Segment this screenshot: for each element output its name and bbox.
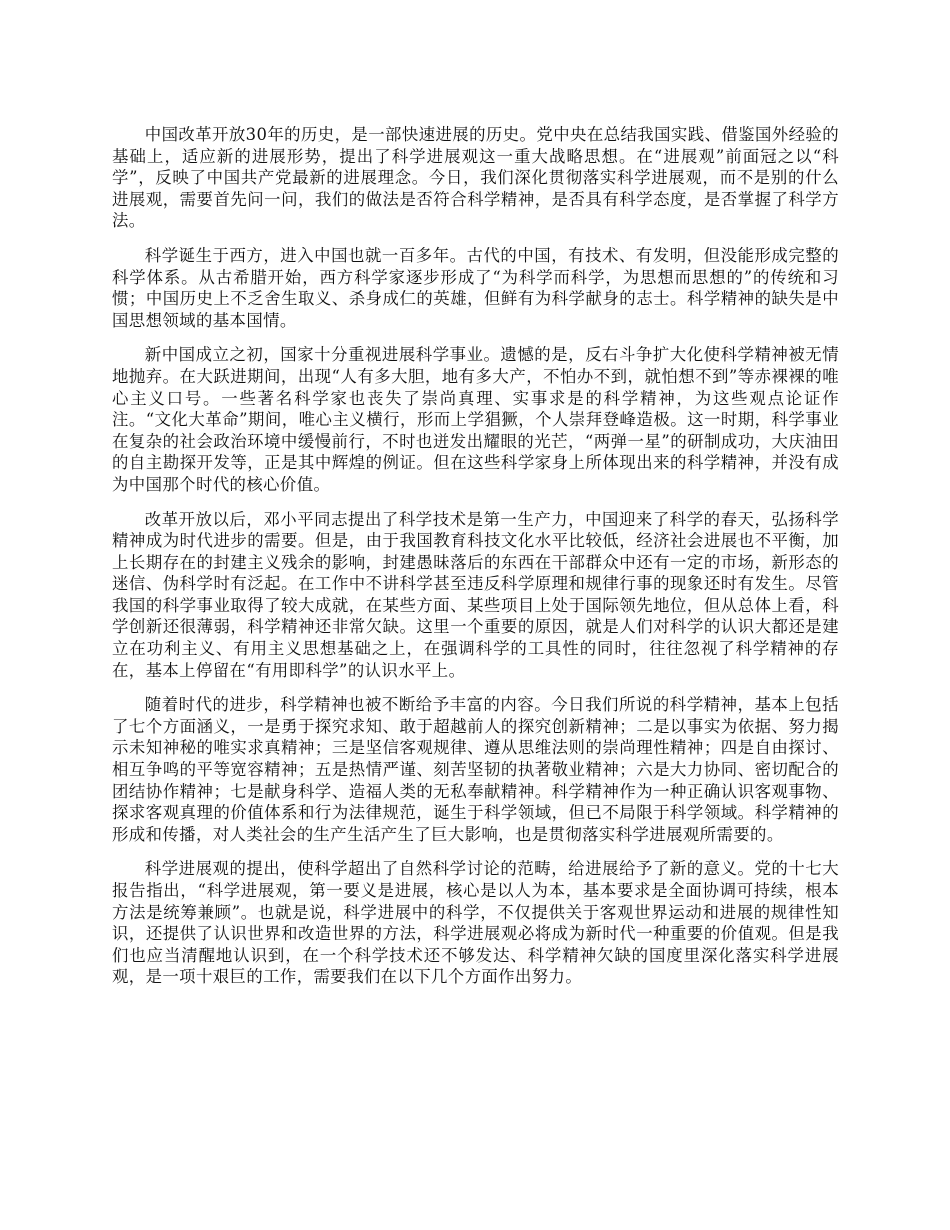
- paragraph-2: 科学诞生于西方，进入中国也就一百多年。古代的中国，有技术、有发明，但没能形成完整的科学体系。从古希腊开始，西方科学家逐步形成了“为科学而科学，为思想而思想的”的传统和习惯；中国历史上不乏舍生取义、杀身成仁的英雄，但鲜有为科学献身的志士。科学精神的缺失是中国思想领域的基本国情。: [112, 245, 839, 330]
- paragraph-6: 科学进展观的提出，使科学超出了自然科学讨论的范畴，给进展给予了新的意义。党的十七大报告指出，“科学进展观，第一要义是进展，核心是以人为本，基本要求是全面协调可持续，根本方法是统筹兼顾”。也就是说，科学进展中的科学，不仅提供关于客观世界运动和进展的规律性知识，还提供了认识世界和改造世界的方法，科学进展观必将成为新时代一种重要的价值观。但是我们也应当清醒地认识到，在一个科学技术还不够发达、科学精神欠缺的国度里深化落实科学进展观，是一项十艰巨的工作，需要我们在以下几个方面作出努力。: [112, 859, 839, 987]
- paragraph-1: 中国改革开放30年的历史，是一部快速进展的历史。党中央在总结我国实践、借鉴国外经验的基础上，适应新的进展形势，提出了科学进展观这一重大战略思想。在“进展观”前面冠之以“科学”，反映了中国共产党最新的进展理念。今日，我们深化贯彻落实科学进展观，而不是别的什么进展观，需要首先问一问，我们的做法是否符合科学精神，是否具有科学态度，是否掌握了科学方法。: [112, 125, 839, 231]
- paragraph-4: 改革开放以后，邓小平同志提出了科学技术是第一生产力，中国迎来了科学的春天，弘扬科学精神成为时代进步的需要。但是，由于我国教育科技文化水平比较低，经济社会进展也不平衡，加上长期存在的封建主义残余的影响，封建愚昧落后的东西在干部群众中还有一定的市场，新形态的迷信、伪科学时有泛起。在工作中不讲科学甚至违反科学原理和规律行事的现象还时有发生。尽管我国的科学事业取得了较大成就，在某些方面、某些项目上处于国际领先地位，但从总体上看，科学创新还很薄弱，科学精神还非常欠缺。这里一个重要的原因，就是人们对科学的认识大都还是建立在功利主义、有用主义思想基础之上，在强调科学的工具性的同时，往往忽视了科学精神的存在，基本上停留在“有用即科学”的认识水平上。: [112, 509, 839, 680]
- paragraph-3: 新中国成立之初，国家十分重视进展科学事业。遗憾的是，反右斗争扩大化使科学精神被无情地抛弃。在大跃进期间，出现“人有多大胆，地有多大产，不怕办不到，就怕想不到”等赤裸裸的唯心主义口号。一些著名科学家也丧失了崇尚真理、实事求是的科学精神，为这些观点论证作注。“文化大革命”期间，唯心主义横行，形而上学猖獗，个人崇拜登峰造极。这一时期，科学事业在复杂的社会政治环境中缓慢前行，不时也迸发出耀眼的光芒，“两弹一星”的研制成功，大庆油田的自主勘探开发等，正是其中辉煌的例证。但在这些科学家身上所体现出来的科学精神，并没有成为中国那个时代的核心价值。: [112, 345, 839, 494]
- document-body: [112, 124, 839, 1001]
- paragraph-5: 随着时代的进步，科学精神也被不断给予丰富的内容。今日我们所说的科学精神，基本上包括了七个方面涵义，一是勇于探究求知、敢于超越前人的探究创新精神；二是以事实为依据、努力揭示未知神秘的唯实求真精神；三是坚信客观规律、遵从思维法则的崇尚理性精神；四是自由探讨、相互争鸣的平等宽容精神；五是热情严谨、刻苦坚韧的执著敬业精神；六是大力协同、密切配合的团结协作精神；七是献身科学、造福人类的无私奉献精神。科学精神作为一种正确认识客观事物、探求客观真理的价值体系和行为法律规范，诞生于科学领域，但已不局限于科学领域。科学精神的形成和传播，对人类社会的生产生活产生了巨大影响，也是贯彻落实科学进展观所需要的。: [112, 695, 839, 844]
